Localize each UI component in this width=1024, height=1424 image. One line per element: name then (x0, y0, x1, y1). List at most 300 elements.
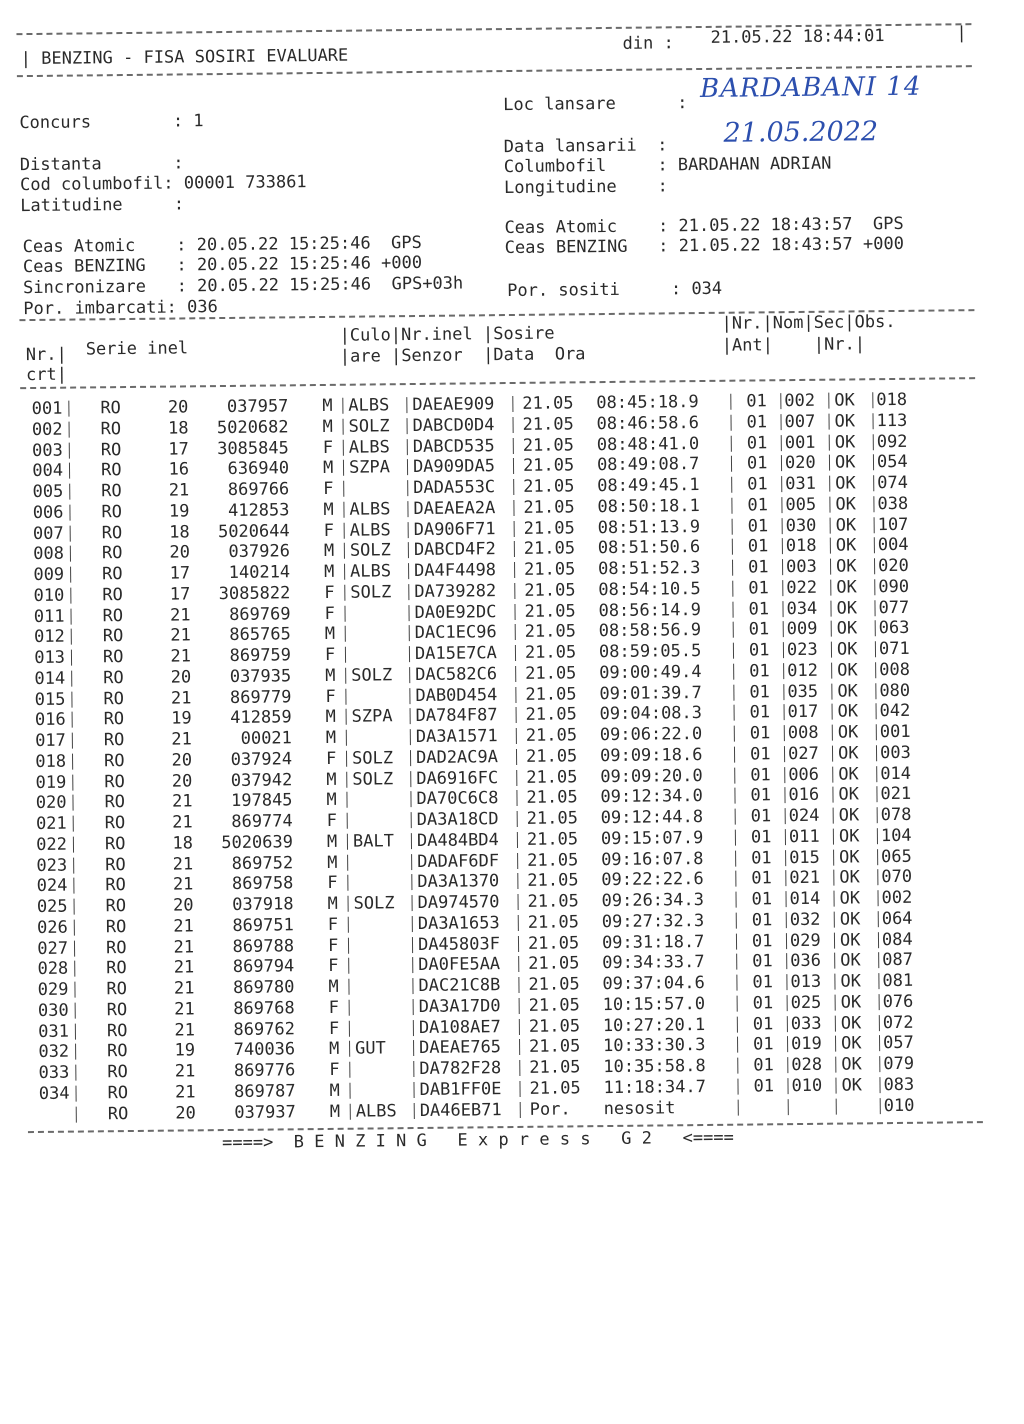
cell-ring: 869766 (199, 479, 289, 500)
column-divider (348, 979, 349, 995)
column-divider (410, 791, 411, 807)
column-divider (833, 891, 834, 907)
cell-time: 08:51:13.9 (598, 517, 722, 538)
loc-lansare-handwritten: BARDABANI 14 (700, 72, 922, 104)
column-divider (736, 954, 737, 970)
cell-ant: 01 (747, 453, 773, 473)
column-divider (829, 476, 830, 492)
column-divider (880, 1098, 881, 1114)
cell-date: 21.05 (526, 725, 582, 746)
cell-nom: 018 (786, 536, 822, 556)
column-divider (411, 874, 412, 890)
cell-obs: 090 (878, 577, 918, 597)
column-divider (520, 1102, 521, 1118)
cell-country: RO (104, 730, 128, 750)
cell-time: 09:31:18.7 (602, 932, 726, 953)
cell-obs: 081 (882, 971, 922, 991)
column-divider (515, 645, 516, 661)
column-divider (75, 1044, 76, 1060)
column-divider (780, 393, 781, 409)
column-divider (784, 767, 785, 783)
column-divider (347, 834, 348, 850)
cell-sec: OK (839, 867, 867, 887)
table-row (0, 0, 1018, 5)
cell-nom: 021 (789, 868, 825, 888)
cell-country: RO (101, 502, 125, 522)
column-divider (344, 523, 345, 539)
column-divider (73, 837, 74, 853)
cell-obs: 054 (877, 452, 917, 472)
cell-obs: 076 (883, 992, 923, 1012)
cell-sex: F (323, 479, 337, 499)
cell-nr: 003 (27, 441, 63, 461)
concurs-line: Concurs : 1 (19, 111, 203, 133)
cell-sensor: DA46EB71 (420, 1100, 512, 1121)
column-divider (734, 747, 735, 763)
cell-sex: M (326, 707, 340, 727)
column-divider (736, 913, 737, 929)
column-divider (733, 643, 734, 659)
cell-ring: 869787 (205, 1081, 295, 1102)
cell-year: 20 (170, 1103, 196, 1123)
cell-nom: 014 (789, 889, 825, 909)
column-divider (784, 746, 785, 762)
cell-ant: 01 (752, 931, 778, 951)
cell-ring: 869780 (204, 977, 294, 998)
cell-sex: M (327, 853, 341, 873)
column-divider (833, 850, 834, 866)
cell-sec: OK (839, 805, 867, 825)
title-right-bar: | (956, 23, 966, 43)
column-divider (72, 754, 73, 770)
cell-country: RO (103, 647, 127, 667)
cell-year: 21 (168, 957, 194, 977)
cell-ant: 01 (750, 765, 776, 785)
column-divider (734, 705, 735, 721)
table-row (0, 0, 1018, 5)
column-divider (873, 454, 874, 470)
column-divider (835, 1036, 836, 1052)
column-divider (785, 829, 786, 845)
cell-nom: 025 (791, 993, 827, 1013)
cell-color: SZPA (349, 457, 393, 477)
cell-obs: 077 (878, 598, 918, 618)
cell-time: 08:59:05.5 (599, 641, 723, 662)
cell-date: 21.05 (524, 580, 580, 601)
rule-header-bottom (20, 377, 975, 389)
cell-obs: 004 (878, 535, 918, 555)
column-divider (788, 1099, 789, 1115)
cell-ant: 01 (749, 619, 775, 639)
table-row (0, 0, 1018, 5)
cell-color: SOLZ (348, 416, 392, 436)
column-divider (344, 606, 345, 622)
column-divider (737, 996, 738, 1012)
cell-color: SOLZ (350, 582, 394, 602)
table-row (0, 0, 1018, 5)
column-divider (347, 855, 348, 871)
report-title: | BENZING - FISA SOSIRI EVALUARE (21, 46, 349, 69)
cell-year: 21 (166, 729, 192, 749)
cell-obs: 010 (884, 1096, 924, 1116)
cell-date: 21.05 (524, 559, 580, 580)
column-divider (833, 808, 834, 824)
cell-color: ALBS (356, 1101, 400, 1121)
column-divider (783, 642, 784, 658)
cell-country: RO (106, 958, 130, 978)
table-row (0, 0, 1018, 5)
cell-sec: OK (836, 598, 864, 618)
cell-sensor: DA15E7CA (415, 643, 507, 664)
cell-sensor: DA974570 (417, 892, 509, 913)
column-divider (412, 895, 413, 911)
column-divider (833, 829, 834, 845)
cell-ring: 869774 (203, 811, 293, 832)
cell-nr: 025 (32, 897, 68, 917)
cell-nr: 024 (31, 876, 67, 896)
cell-ant: 01 (748, 536, 774, 556)
cell-time: 08:56:14.9 (598, 600, 722, 621)
cell-year: 21 (169, 1020, 195, 1040)
cell-sex: F (326, 749, 340, 769)
column-divider (878, 911, 879, 927)
column-divider (783, 663, 784, 679)
cell-obs: 008 (879, 660, 919, 680)
cell-date: 21.05 (529, 1078, 585, 1099)
cell-nom: 006 (788, 765, 824, 785)
column-divider (344, 585, 345, 601)
cell-year: 21 (164, 605, 190, 625)
cell-obs: 070 (881, 867, 921, 887)
cell-sensor: DA782F28 (419, 1058, 511, 1079)
column-divider (830, 538, 831, 554)
cell-ant: 01 (753, 1055, 779, 1075)
cell-sensor: DA3A1653 (418, 913, 510, 934)
cell-year: 17 (163, 439, 189, 459)
cell-sex: M (322, 396, 336, 416)
longitudine-line: Longitudine : (504, 176, 668, 198)
cell-nr: 031 (33, 1022, 69, 1042)
cell-ant: 01 (749, 661, 775, 681)
cell-date: 21.05 (529, 1036, 585, 1057)
cell-ring: 869752 (203, 853, 293, 874)
cell-year: 21 (168, 916, 194, 936)
column-divider (408, 563, 409, 579)
cell-time: 10:27:20.1 (603, 1015, 727, 1036)
cell-nom: 023 (787, 640, 823, 660)
cell-sex: M (327, 832, 341, 852)
cell-country: RO (107, 1062, 131, 1082)
column-divider (71, 671, 72, 687)
column-divider (350, 1104, 351, 1120)
column-divider (878, 973, 879, 989)
column-divider (731, 436, 732, 452)
column-divider (346, 709, 347, 725)
column-divider (517, 832, 518, 848)
cell-ant: 01 (752, 951, 778, 971)
cell-ant: 01 (753, 1034, 779, 1054)
cell-ring: 869758 (203, 873, 293, 894)
cell-date: 21.05 (528, 974, 584, 995)
cell-ant: 01 (750, 723, 776, 743)
column-divider (348, 938, 349, 954)
cell-color: ALBS (349, 499, 393, 519)
cell-time: 09:22:22.6 (601, 869, 725, 890)
column-divider (70, 526, 71, 542)
cell-ant: 01 (746, 391, 772, 411)
cell-obs: 083 (883, 1075, 923, 1095)
column-divider (876, 703, 877, 719)
column-divider (781, 476, 782, 492)
column-divider (730, 415, 731, 431)
column-divider (879, 994, 880, 1010)
cell-time: 09:09:18.6 (600, 745, 724, 766)
column-divider (75, 1024, 76, 1040)
cell-sensor: DA484BD4 (417, 830, 509, 851)
column-divider (413, 999, 414, 1015)
column-divider (873, 434, 874, 450)
cell-ring: 412853 (199, 500, 289, 521)
column-divider (732, 602, 733, 618)
column-divider (735, 809, 736, 825)
column-divider (74, 899, 75, 915)
cell-sec: OK (836, 515, 864, 535)
column-divider (785, 808, 786, 824)
column-divider (407, 480, 408, 496)
cell-nr: 032 (33, 1042, 69, 1062)
column-divider (71, 692, 72, 708)
cell-date: 21.05 (523, 435, 579, 456)
cell-nom: 016 (788, 785, 824, 805)
cell-sensor: DAC582C6 (415, 664, 507, 685)
data-lansarii-label: Data lansarii : (504, 135, 668, 157)
column-divider (519, 1039, 520, 1055)
cell-year: 18 (163, 418, 189, 438)
cell-obs: 063 (879, 618, 919, 638)
cell-nr: 012 (29, 627, 65, 647)
column-divider (71, 629, 72, 645)
cell-sensor: DA3A1571 (416, 726, 508, 747)
cell-date: 21.05 (528, 933, 584, 954)
cell-color: SOLZ (350, 540, 394, 560)
cell-sensor: DA3A18CD (417, 809, 509, 830)
column-divider (413, 1040, 414, 1056)
cell-year: 18 (167, 833, 193, 853)
cell-nom: 024 (789, 806, 825, 826)
column-divider (877, 807, 878, 823)
cell-sensor: DA4F4498 (414, 560, 506, 581)
cell-country: RO (101, 481, 125, 501)
column-divider (876, 724, 877, 740)
cell-ring: 037935 (201, 666, 291, 687)
sincronizare-line: Sincronizare : 20.05.22 15:25:46 GPS+03h (23, 273, 463, 298)
cell-color: SOLZ (353, 893, 397, 913)
cell-date: 21.05 (527, 829, 583, 850)
column-divider (782, 580, 783, 596)
cell-obs: 042 (879, 701, 919, 721)
cell-date: 21.05 (526, 787, 582, 808)
column-divider (832, 725, 833, 741)
cell-date: 21.05 (527, 808, 583, 829)
cell-date: 21.05 (525, 663, 581, 684)
cell-country: RO (103, 689, 127, 709)
cell-date: 21.05 (529, 995, 585, 1016)
cell-sensor: DABCD4F2 (414, 539, 506, 560)
cell-ring: 869762 (205, 1019, 295, 1040)
cell-sex: M (329, 1039, 343, 1059)
table-row (0, 0, 1018, 5)
cell-time: 08:50:18.1 (597, 496, 721, 517)
column-divider (874, 558, 875, 574)
column-divider (516, 790, 517, 806)
table-row (0, 0, 1018, 5)
cell-ant: 01 (752, 910, 778, 930)
table-row (0, 0, 1018, 5)
cell-ring: 869779 (201, 687, 291, 708)
cell-sec: OK (840, 950, 868, 970)
cell-country: RO (105, 834, 129, 854)
cell-sensor: DA909DA5 (413, 456, 505, 477)
column-divider (73, 878, 74, 894)
cell-ring: 636940 (199, 458, 289, 479)
cell-sec: OK (839, 888, 867, 908)
column-divider (518, 936, 519, 952)
column-divider (73, 858, 74, 874)
cell-time: 09:16:07.8 (601, 849, 725, 870)
cell-ant: 01 (747, 495, 773, 515)
column-divider (513, 458, 514, 474)
column-divider (781, 435, 782, 451)
cell-nr: 028 (32, 959, 68, 979)
column-divider (343, 481, 344, 497)
cell-ant: 01 (748, 599, 774, 619)
column-divider (872, 413, 873, 429)
cell-sensor: DA0E92DC (414, 602, 506, 623)
column-divider (512, 396, 513, 412)
column-divider (518, 915, 519, 931)
cell-sensor: DABCD535 (413, 436, 505, 457)
column-divider (731, 498, 732, 514)
table-row (0, 0, 1018, 5)
column-divider (783, 684, 784, 700)
cell-sec: OK (841, 1033, 869, 1053)
column-divider (74, 920, 75, 936)
table-row (0, 0, 1018, 5)
column-divider (874, 517, 875, 533)
column-divider (411, 833, 412, 849)
cell-nr: 008 (28, 544, 64, 564)
column-divider (74, 941, 75, 957)
cell-sex: M (325, 624, 339, 644)
table-row (0, 0, 1018, 5)
column-divider (69, 505, 70, 521)
column-divider (343, 502, 344, 518)
column-divider (786, 912, 787, 928)
column-divider (514, 562, 515, 578)
cell-year: 20 (165, 667, 191, 687)
column-divider (348, 958, 349, 974)
cell-sex: F (324, 583, 338, 603)
column-divider (69, 422, 70, 438)
cell-obs: 071 (879, 639, 919, 659)
cell-obs: 018 (876, 390, 916, 410)
cell-nr: 015 (29, 690, 65, 710)
column-divider (70, 567, 71, 583)
cell-country: RO (107, 1000, 131, 1020)
column-divider (410, 771, 411, 787)
column-divider (781, 455, 782, 471)
column-divider (786, 974, 787, 990)
cell-sex: M (324, 541, 338, 561)
cell-nom: 020 (785, 453, 821, 473)
table-row (0, 0, 1018, 5)
cell-ring: 037957 (198, 396, 288, 417)
column-divider (407, 501, 408, 517)
cell-country: RO (102, 523, 126, 543)
table-row (0, 0, 1018, 5)
column-divider (873, 496, 874, 512)
column-divider (516, 728, 517, 744)
table-row (0, 0, 1018, 5)
column-divider (75, 1065, 76, 1081)
cell-sex: M (326, 770, 340, 790)
cell-country: RO (106, 979, 130, 999)
cell-ring: 3085845 (199, 438, 289, 459)
cell-nr: 022 (31, 835, 67, 855)
column-divider (735, 851, 736, 867)
column-divider (406, 397, 407, 413)
cell-sec: OK (834, 411, 862, 431)
arrivals-table (0, 0, 1018, 5)
cell-nr: 004 (27, 461, 63, 481)
cell-sex: M (322, 417, 336, 437)
cell-sex: F (328, 956, 342, 976)
cell-year: 21 (163, 480, 189, 500)
cell-time: 10:15:57.0 (603, 994, 727, 1015)
column-divider (786, 953, 787, 969)
column-divider (69, 463, 70, 479)
cell-obs: 072 (883, 1013, 923, 1033)
column-divider (517, 873, 518, 889)
column-divider (875, 641, 876, 657)
column-divider (69, 443, 70, 459)
cell-ant: 01 (748, 578, 774, 598)
cell-nom: 029 (790, 931, 826, 951)
cell-sensor: DAC21C8B (418, 975, 510, 996)
column-divider (410, 708, 411, 724)
cell-year: 19 (166, 708, 192, 728)
cell-sensor: DA784F87 (416, 705, 508, 726)
cell-ring: 037926 (200, 541, 290, 562)
cell-year: 21 (167, 874, 193, 894)
column-divider (345, 626, 346, 642)
cell-ring: 037937 (206, 1102, 296, 1123)
column-divider (72, 795, 73, 811)
cell-color: SOLZ (352, 748, 396, 768)
table-row (0, 0, 1018, 5)
cell-year: 20 (166, 750, 192, 770)
cell-nom: 013 (790, 972, 826, 992)
cell-nr: 005 (27, 482, 63, 502)
cell-sensor: DA6916FC (416, 768, 508, 789)
column-divider (411, 854, 412, 870)
cell-ant: 01 (750, 785, 776, 805)
cell-color: GUT (355, 1038, 399, 1058)
column-divider (513, 417, 514, 433)
cell-color: ALBS (348, 395, 392, 415)
cell-nom: 034 (786, 599, 822, 619)
cell-sex: M (330, 1102, 344, 1122)
